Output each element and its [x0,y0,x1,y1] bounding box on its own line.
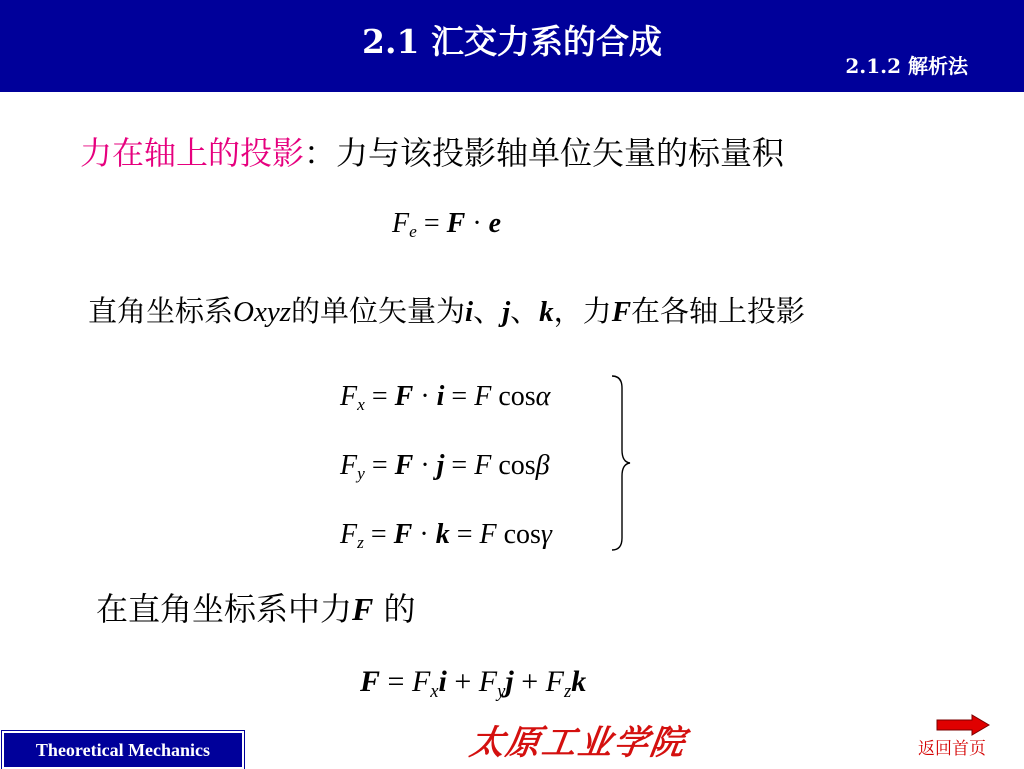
row-x-unit: i [436,381,445,412]
formula-F: F [392,208,410,239]
coord-text-3: ，力 [553,294,612,328]
coordinate-line [88,289,805,330]
row-x-cos: cos [491,381,536,412]
unit-i: i [465,296,474,328]
coord-text-4: 在各轴上投影 [631,294,806,328]
formula-e-vector: e [488,208,502,239]
slide-title: 2.1 汇交力系的合成 [362,22,662,61]
row-y-eq: = [364,450,395,481]
definition-text: 力与该投影轴单位矢量的标量积 [336,134,785,172]
row-z-angle: γ [540,519,552,550]
row-y-F-mag: F [474,450,492,481]
row-x-dot: · [413,381,437,412]
formula-F-vector: F [446,208,466,239]
coord-text-1: 直角坐标系 [88,294,234,328]
decomp-text-1: 在直角坐标系中力 [96,590,353,628]
row-z-dot: · [412,519,436,550]
row-z-eq: = [363,519,394,550]
decomp-plus-2: + [513,665,546,698]
row-x-F-vector: F [394,381,414,412]
projection-row-y [340,444,552,513]
coord-text-2: 的单位矢量为 [291,294,466,328]
decomp-i: i [438,665,447,698]
right-arrow-icon[interactable] [936,714,990,736]
definition-colon: ： [304,134,337,172]
row-z-unit: k [435,519,450,550]
row-z-sub: z [357,533,364,553]
decomp-force-F: F [352,591,374,627]
unit-j: j [502,296,511,328]
row-z-F-mag: F [479,519,497,550]
decomp-sub-x: x [430,680,439,702]
decomp-text-2: 的 [373,590,416,628]
row-z-eq2: = [449,519,480,550]
decomp-F-vector: F [360,665,381,698]
formula-dot: · [465,208,489,239]
row-x-eq2: = [444,381,475,412]
section-subtitle: 2.1.2 解析法 [845,54,968,78]
row-y-angle: β [535,450,550,481]
row-z-F: F [340,519,358,550]
row-y-eq2: = [444,450,475,481]
row-x-sub: x [357,395,365,415]
row-x-F: F [340,381,358,412]
projection-row-z [340,513,552,582]
decomp-Fy: F [478,665,498,698]
projection-formula [392,208,501,240]
row-x-F-mag: F [474,381,492,412]
school-logo: 太原工业学院 [467,723,689,763]
formula-sub-e: e [409,222,417,242]
projection-system [340,375,552,582]
decomposition-line [96,584,416,630]
row-y-F-vector: F [394,450,414,481]
row-x-angle: α [535,381,551,412]
coord-sep-2: 、 [510,294,540,328]
coord-oxyz: Oxyz [233,296,291,328]
decomp-eq: = [380,665,412,698]
definition-line [80,128,784,174]
decomp-sub-y: y [497,680,506,702]
decomp-plus-1: + [446,665,479,698]
decomp-Fx: F [411,665,431,698]
course-label: Theoretical Mechanics [2,731,244,769]
definition-term: 力在轴上的投影 [80,134,305,172]
unit-k: k [539,296,554,328]
row-y-F: F [340,450,358,481]
decomp-j: j [505,665,514,698]
header-bar [0,0,1024,92]
projection-row-x [340,375,552,444]
decomp-sub-z: z [563,680,572,702]
right-brace-icon [610,374,632,552]
row-y-cos: cos [491,450,536,481]
row-y-dot: · [413,450,437,481]
row-z-cos: cos [496,519,541,550]
formula-eq: = [416,208,447,239]
decomposition-formula [360,665,587,702]
row-z-F-vector: F [393,519,413,550]
decomp-Fz: F [545,665,564,698]
row-y-sub: y [357,464,365,484]
decomp-k: k [571,665,587,698]
row-x-eq: = [364,381,395,412]
force-F: F [611,296,632,328]
row-y-unit: j [436,450,445,481]
back-home-link[interactable]: 返回首页 [918,739,986,759]
coord-sep-1: 、 [473,294,503,328]
